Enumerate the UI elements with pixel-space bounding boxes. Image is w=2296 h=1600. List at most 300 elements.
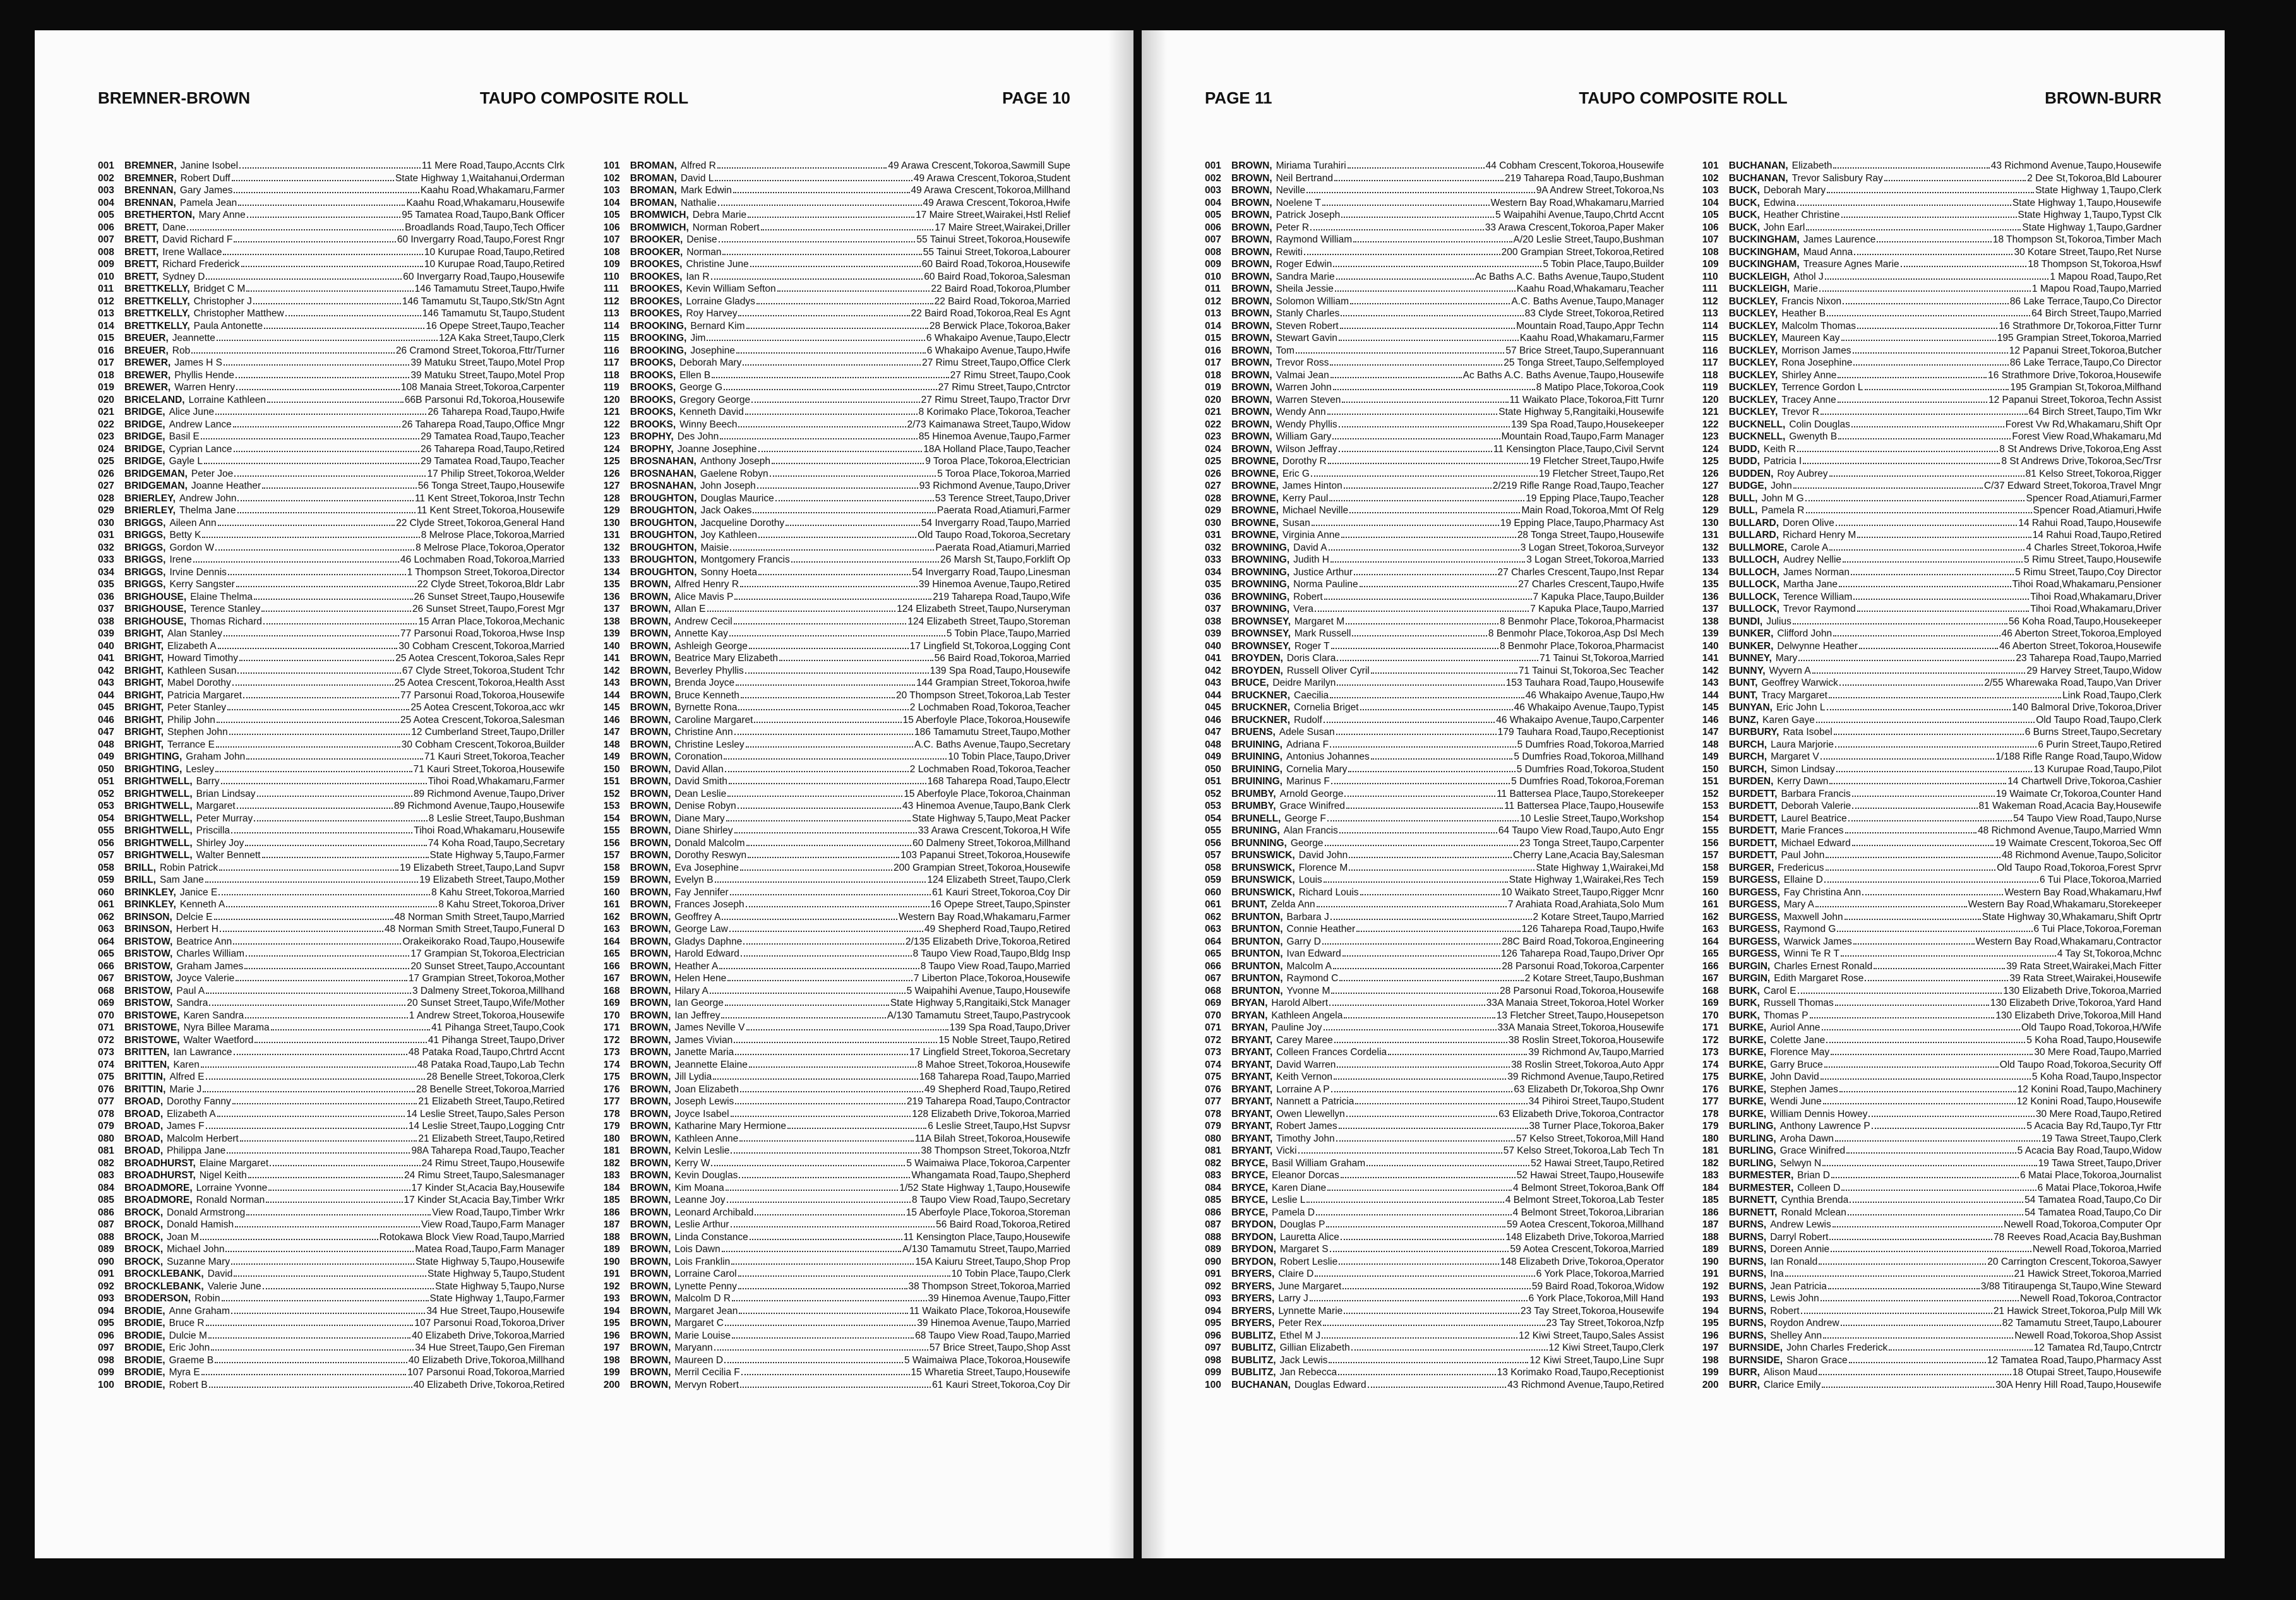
roll-entry: [1702, 1379, 2161, 1392]
entry-surname: BUNKER,: [1728, 628, 1774, 639]
roll-entry: [98, 1256, 565, 1269]
entry-given-names: Leslie Arthur: [674, 1219, 729, 1230]
entry-number: 018: [98, 369, 114, 381]
entry-number: 116: [1702, 345, 1718, 356]
entry-surname: BRUINING,: [1231, 776, 1283, 787]
entry-address-occupation: 25 Aotea Crescent,Tokoroa,Sales Repr: [395, 653, 565, 664]
entry-number: 062: [98, 911, 114, 922]
entry-number: 066: [98, 960, 114, 972]
entry-address-occupation: Tihoi Road,Whakamaru,Pensioner: [2012, 579, 2161, 590]
dot-leader: [1812, 665, 2026, 674]
entry-address-occupation: 19 Fletcher Street,Taupo,Hwife: [1529, 456, 1665, 467]
roll-entry: [1205, 751, 1664, 763]
entry-address-occupation: 48 Richmond Avenue,Taupo,Married Wmn: [1978, 825, 2161, 836]
entry-address-occupation: 25 Aotea Crescent,Tokoroa,Salesman: [400, 714, 565, 725]
dot-leader: [1851, 566, 2014, 575]
entry-address-occupation: 146 Tamamutu St,Taupo,Student: [422, 308, 565, 319]
roll-entry: [604, 911, 1070, 924]
roll-entry: [1702, 775, 2161, 788]
entry-number: 122: [603, 419, 620, 430]
dot-leader: [746, 837, 912, 846]
roll-entry: [1205, 1305, 1664, 1318]
entry-number: 185: [603, 1195, 620, 1205]
dot-leader: [1839, 1084, 2016, 1092]
entry-surname: BRIGHTWELL,: [124, 813, 193, 824]
entry-given-names: Alfred R: [680, 160, 716, 171]
entry-number: 197: [603, 1342, 620, 1353]
entry-address-occupation: 33 Arawa Crescent,Tokoroa,H Wife: [918, 825, 1070, 836]
roll-entry: [1702, 911, 2161, 924]
roll-entry: [98, 911, 565, 924]
entry-given-names: Terrance E: [167, 739, 215, 750]
entry-given-names: David John: [1298, 850, 1348, 861]
entry-surname: BRYANT,: [1231, 1034, 1273, 1046]
entry-surname: BROWN,: [1231, 271, 1272, 282]
entry-address-occupation: 77 Parsonui Road,Tokoroa,Housewife: [400, 690, 565, 701]
dot-leader: [257, 788, 412, 797]
entry-number: 198: [603, 1354, 620, 1366]
dot-leader: [1329, 1354, 1528, 1363]
entry-surname: BREUER,: [124, 333, 169, 343]
roll-entry: [1702, 985, 2161, 998]
entry-number: 159: [603, 875, 620, 885]
dot-leader: [736, 345, 926, 354]
entry-given-names: Leanne Joy: [674, 1195, 726, 1205]
entry-surname: BROWN,: [1231, 345, 1272, 356]
entry-number: 021: [1205, 407, 1221, 417]
roll-entry: [1205, 849, 1664, 862]
dot-leader: [224, 357, 409, 366]
entry-number: 091: [98, 1269, 114, 1279]
entry-surname: BROMAN,: [630, 160, 677, 171]
roll-entry: [604, 320, 1070, 333]
entry-number: 073: [98, 1047, 114, 1058]
roll-entry: [1205, 837, 1664, 850]
entry-surname: BROWN,: [630, 1195, 671, 1205]
dot-leader: [1327, 813, 1519, 821]
entry-given-names: Maryann: [674, 1342, 713, 1353]
entry-given-names: David L: [680, 172, 714, 184]
entry-surname: BURLING,: [1728, 1121, 1776, 1131]
dot-leader: [743, 936, 904, 945]
entry-surname: BUBLITZ,: [1231, 1354, 1276, 1366]
entry-surname: BUDD,: [1728, 443, 1760, 455]
roll-entry: [604, 1293, 1070, 1305]
entry-surname: BRETT,: [124, 222, 159, 233]
dot-leader: [193, 554, 399, 563]
entry-surname: BRUNTON,: [1231, 948, 1283, 959]
entry-address-occupation: 28C Baird Road,Tokoroa,Engineering: [1502, 936, 1665, 947]
entry-address-occupation: 25 Aotea Crescent,Tokoroa,acc wkr: [410, 702, 565, 713]
entry-number: 134: [603, 566, 620, 578]
entry-number: 063: [1205, 924, 1221, 934]
dot-leader: [746, 899, 930, 907]
dot-leader: [726, 1182, 899, 1191]
entry-number: 045: [1205, 702, 1221, 713]
entry-given-names: Patrick Joseph: [1276, 210, 1341, 220]
entry-address-occupation: 10 Kurupae Road,Taupo,Retired: [424, 246, 565, 258]
entry-address-occupation: 33 Arawa Crescent,Tokoroa,Paper Maker: [1485, 222, 1665, 233]
entry-address-occupation: 40 Elizabeth Drive,Tokoroa,Retired: [413, 1379, 565, 1390]
entry-number: 030: [1205, 517, 1221, 528]
entry-number: 053: [98, 801, 114, 811]
dot-leader: [1806, 504, 2032, 513]
entry-given-names: Roy Harvey: [686, 308, 738, 319]
entry-given-names: Winni Te R T: [1783, 948, 1839, 959]
entry-number: 141: [1702, 653, 1719, 664]
dot-leader: [217, 332, 438, 341]
entry-given-names: Zelda Ann: [1271, 899, 1315, 910]
entry-given-names: Denise Robyn: [674, 801, 736, 811]
dot-leader: [270, 1157, 420, 1166]
roll-entry: [604, 1169, 1070, 1182]
entry-address-occupation: 46 Aberton Street,Tokoroa,Housewife: [1999, 640, 2161, 652]
entry-address-occupation: State Highway 1,Taupo,Housewife: [2012, 197, 2161, 208]
entry-given-names: Margaret: [196, 801, 236, 811]
entry-given-names: Adriana F: [1286, 739, 1329, 750]
entry-number: 027: [98, 481, 114, 491]
entry-surname: BUDGE,: [1728, 481, 1767, 491]
roll-entry: [604, 1145, 1070, 1157]
entry-given-names: Ethel M J: [1279, 1330, 1321, 1341]
entry-number: 084: [98, 1182, 114, 1193]
entry-surname: BRETTKELLY,: [124, 320, 190, 331]
entry-number: 176: [1702, 1084, 1719, 1095]
entry-surname: BROWN,: [1231, 357, 1272, 368]
roll-entry: [1205, 406, 1664, 419]
entry-number: 180: [1702, 1133, 1719, 1144]
entry-surname: BROWNSEY,: [1231, 640, 1291, 652]
entry-number: 081: [98, 1145, 114, 1156]
entry-number: 024: [98, 443, 114, 455]
roll-entry: [98, 406, 565, 419]
entry-surname: BROWN,: [630, 763, 671, 775]
roll-entry: [604, 542, 1070, 554]
entry-address-occupation: 18 Thompson St,Tokoroa,Timber Mach: [1992, 234, 2161, 245]
dot-leader: [218, 640, 398, 649]
roll-entry: [1205, 246, 1664, 259]
entry-number: 183: [1702, 1170, 1719, 1181]
entry-address-occupation: C/37 Edward Street,Tokoroa,Travel Mngr: [1983, 481, 2161, 491]
entry-address-occupation: 64 Birch Street,Taupo,Tim Wkr: [2028, 407, 2161, 417]
roll-entry: [98, 480, 565, 493]
entry-number: 058: [98, 862, 114, 873]
entry-address-occupation: 38 Thompson Street,Tokoroa,Married: [908, 1281, 1070, 1292]
dot-leader: [1857, 529, 2031, 538]
dot-leader: [1310, 222, 1484, 230]
entry-given-names: Douglas Maurice: [700, 493, 774, 504]
entry-number: 160: [1702, 887, 1719, 898]
dot-leader: [738, 1281, 907, 1289]
entry-surname: BURNS,: [1728, 1219, 1767, 1230]
entry-address-occupation: 14 Rahui Road,Taupo,Retired: [2032, 530, 2161, 540]
entry-number: 082: [1205, 1157, 1221, 1169]
entry-given-names: Darryl Robert: [1770, 1231, 1829, 1243]
entry-surname: BUCKLEY,: [1728, 394, 1778, 405]
roll-entry: [1205, 1022, 1664, 1034]
entry-number: 039: [1205, 628, 1221, 639]
entry-surname: BRYAN,: [1231, 1022, 1268, 1033]
entry-address-occupation: 29 Harvey Street,Taupo,Widow: [2026, 665, 2161, 676]
entry-number: 129: [603, 505, 620, 516]
entry-address-occupation: 49 Arawa Crescent,Tokoroa,Sawmill Supe: [888, 160, 1070, 171]
dot-leader: [731, 1145, 919, 1154]
entry-number: 135: [1702, 579, 1719, 590]
entry-number: 107: [603, 234, 620, 245]
entry-number: 189: [603, 1244, 620, 1255]
entry-surname: BRODIE,: [124, 1379, 165, 1390]
dot-leader: [1342, 948, 1500, 957]
entry-number: 023: [98, 431, 114, 442]
roll-entry: [98, 985, 565, 998]
dot-leader: [1831, 1046, 2033, 1055]
entry-address-occupation: Western Bay Road,Whakamaru,Contractor: [1975, 936, 2161, 947]
entry-given-names: Yvonne M: [1286, 985, 1330, 996]
dot-leader: [1349, 862, 1534, 871]
roll-entry: [1205, 1256, 1664, 1269]
entry-address-occupation: 67 Clyde Street,Tokoroa,Student Tchr: [402, 665, 565, 676]
dot-leader: [224, 628, 399, 636]
entry-address-occupation: 2 Kotare Street,Taupo,Married: [1533, 911, 1665, 922]
entry-address-occupation: Rotokawa Block View Road,Taupo,Married: [379, 1231, 565, 1243]
entry-given-names: Kerry W: [674, 1157, 710, 1169]
entry-address-occupation: 108 Manaia Street,Tokoroa,Carpenter: [400, 382, 565, 393]
entry-number: 175: [1702, 1072, 1719, 1082]
entry-address-occupation: 16 Strathmore Dr,Tokoroa,Fitter Turnr: [1999, 320, 2161, 331]
entry-given-names: Colleen D: [1797, 1182, 1841, 1193]
roll-entry: [98, 307, 565, 320]
entry-address-occupation: 7 Liberton Place,Tokoroa,Housewife: [913, 973, 1070, 984]
entry-address-occupation: 30 Mere Road,Taupo,Retired: [2035, 1108, 2161, 1119]
entry-surname: BURK,: [1728, 985, 1760, 996]
dot-leader: [722, 1243, 901, 1252]
entry-number: 157: [1702, 850, 1719, 861]
entry-number: 166: [1702, 960, 1719, 972]
entry-surname: BURMESTER,: [1728, 1182, 1794, 1193]
roll-entry: [98, 369, 565, 382]
entry-address-occupation: 4 Belmont Street,Tokoroa,Lab Tester: [1505, 1195, 1665, 1205]
roll-entry: [604, 529, 1070, 542]
dot-leader: [715, 874, 926, 883]
entry-number: 136: [603, 591, 620, 602]
roll-entry: [1205, 1219, 1664, 1231]
entry-surname: BRIGHTWELL,: [124, 776, 193, 787]
roll-entry: [1702, 160, 2161, 172]
entry-number: 013: [98, 308, 114, 319]
dot-leader: [1327, 1182, 1512, 1191]
entry-surname: BROWN,: [630, 936, 671, 947]
entry-number: 130: [603, 517, 620, 528]
dot-leader: [264, 320, 424, 329]
entry-surname: BRILL,: [124, 875, 156, 885]
entry-surname: BRUNTON,: [1231, 985, 1283, 996]
entry-given-names: Rewiti: [1276, 246, 1303, 258]
entry-number: 015: [98, 333, 114, 343]
entry-number: 177: [603, 1096, 620, 1107]
roll-entry: [98, 775, 565, 788]
entry-number: 060: [98, 887, 114, 898]
entry-surname: BROWN,: [1231, 443, 1272, 455]
entry-address-occupation: 33A Manaia Street,Tokoroa,Hotel Worker: [1486, 998, 1665, 1008]
entry-surname: BROWN,: [1231, 308, 1272, 319]
roll-entry: [1205, 923, 1664, 936]
entry-given-names: Robert B: [169, 1379, 208, 1390]
entry-surname: BRIDGE,: [124, 431, 165, 442]
entry-number: 170: [603, 1010, 620, 1021]
dot-leader: [209, 997, 405, 1006]
entry-given-names: Gwenyth B: [1789, 431, 1838, 442]
entry-number: 162: [1702, 911, 1719, 922]
dot-leader: [756, 296, 933, 304]
entry-number: 078: [98, 1108, 114, 1119]
entry-given-names: Ian Lawrance: [173, 1047, 232, 1058]
roll-entry: [1205, 431, 1664, 443]
roll-entry: [1702, 542, 2161, 554]
entry-number: 009: [98, 259, 114, 270]
dot-leader: [1852, 837, 1994, 846]
dot-leader: [206, 1120, 407, 1129]
entry-number: 197: [1702, 1342, 1719, 1353]
entry-given-names: Sheila Jessie: [1276, 284, 1334, 294]
roll-entry: [604, 1317, 1070, 1330]
roll-entry: [604, 517, 1070, 530]
entry-given-names: James Vivian: [674, 1034, 733, 1046]
dot-leader: [219, 862, 398, 871]
roll-entry: [604, 837, 1070, 850]
dot-leader: [235, 1219, 420, 1227]
entry-number: 002: [98, 172, 114, 184]
roll-entry: [604, 566, 1070, 579]
entry-given-names: Caroline Margaret: [674, 714, 753, 725]
entry-surname: BUCK,: [1728, 185, 1760, 196]
entry-surname: BROWN,: [630, 1108, 671, 1119]
entry-number: 185: [1702, 1195, 1719, 1205]
entry-given-names: Colette Jane: [1770, 1034, 1826, 1046]
entry-number: 170: [1702, 1010, 1719, 1021]
dot-leader: [735, 1096, 906, 1104]
roll-entry: [604, 1330, 1070, 1342]
entry-given-names: Ellen B: [679, 369, 711, 381]
entry-surname: BROWN,: [630, 604, 671, 614]
entry-given-names: Fay Jennifer: [674, 887, 729, 898]
dot-leader: [1823, 1096, 2016, 1104]
dot-leader: [730, 542, 934, 551]
entry-number: 145: [1702, 702, 1719, 713]
entry-number: 109: [1702, 259, 1719, 270]
entry-number: 131: [1702, 530, 1719, 540]
entry-surname: BROWN,: [630, 1256, 671, 1267]
entry-address-occupation: 1 Andrew Street,Tokoroa,Housewife: [409, 1010, 565, 1021]
entry-given-names: Graeme B: [169, 1354, 214, 1366]
entry-number: 094: [1205, 1305, 1221, 1316]
entry-surname: BURCH,: [1728, 763, 1767, 775]
dot-leader: [239, 160, 421, 169]
dot-leader: [1843, 554, 2023, 563]
entry-number: 130: [1702, 517, 1719, 528]
roll-entry: [1702, 1022, 2161, 1034]
entry-address-occupation: 5 Waimaiwa Place,Tokoroa,Housewife: [904, 1354, 1070, 1366]
entry-surname: BROADMORE,: [124, 1195, 193, 1205]
entry-number: 012: [98, 296, 114, 307]
entry-given-names: Ian R: [686, 271, 710, 282]
entry-given-names: Donald Malcolm: [674, 837, 745, 849]
entry-given-names: Cynthia Brenda: [1781, 1195, 1849, 1205]
entry-given-names: Heather B: [1781, 308, 1826, 319]
entry-number: 161: [603, 899, 620, 910]
roll-entry: [604, 406, 1070, 419]
roll-entry: [604, 443, 1070, 456]
entry-number: 037: [1205, 604, 1221, 614]
entry-number: 174: [1702, 1059, 1719, 1070]
entry-surname: BREWER,: [124, 382, 171, 393]
roll-entry: [98, 1317, 565, 1330]
entry-address-occupation: 98A Taharepa Road,Taupo,Teacher: [411, 1145, 565, 1156]
entry-number: 014: [98, 320, 114, 331]
roll-entry: [98, 1243, 565, 1256]
roll-entry: [604, 887, 1070, 899]
entry-surname: BROOKES,: [630, 259, 683, 270]
entry-address-occupation: 68 Taupo View Road,Taupo,Married: [915, 1330, 1070, 1341]
entry-surname: BROWN,: [630, 1207, 671, 1218]
entry-given-names: Ina: [1770, 1269, 1784, 1279]
roll-entry: [604, 997, 1070, 1010]
entry-surname: BRITTIN,: [124, 1084, 166, 1095]
entry-number: 155: [1702, 825, 1719, 836]
entry-surname: BRUNING,: [1231, 825, 1280, 836]
entry-surname: BRODIE,: [124, 1354, 165, 1366]
entry-address-occupation: 57 Brice Street,Taupo,Superannuant: [1505, 345, 1665, 356]
entry-given-names: Antonius Johannes: [1286, 751, 1370, 762]
entry-number: 120: [603, 394, 620, 405]
entry-surname: BRETTKELLY,: [124, 308, 190, 319]
entry-surname: BRIGHTING,: [124, 751, 182, 762]
entry-surname: BROWNING,: [1231, 542, 1290, 553]
entry-number: 190: [1702, 1256, 1719, 1267]
roll-entry: [1205, 172, 1664, 185]
entry-given-names: Maisie: [700, 542, 729, 553]
entry-address-occupation: 40 Elizabeth Drive,Tokoroa,Millhand: [408, 1354, 565, 1366]
entry-address-occupation: Mountain Road,Taupo,Appr Techn: [1516, 320, 1665, 331]
roll-entry: [98, 628, 565, 640]
roll-entry: [98, 800, 565, 813]
entry-number: 086: [98, 1207, 114, 1218]
entry-address-occupation: 55 Tainui Street,Tokoroa,Housewife: [916, 234, 1070, 245]
dot-leader: [1344, 480, 1492, 489]
entry-surname: BURKE,: [1728, 1059, 1767, 1070]
entry-surname: BRUCE,: [1231, 678, 1269, 688]
entry-number: 150: [603, 763, 620, 775]
entry-number: 106: [603, 222, 620, 233]
entry-surname: BROWN,: [630, 1342, 671, 1353]
entry-address-occupation: 2 Dee St,Tokoroa,Bld Labourer: [2027, 172, 2161, 184]
entry-address-occupation: 6 Whakaipo Avenue,Taupo,Hwife: [926, 345, 1070, 356]
entry-given-names: Frances Joseph: [674, 899, 744, 910]
roll-entry: [98, 504, 565, 517]
entry-surname: BROWNE,: [1231, 468, 1279, 479]
entry-given-names: Florence M: [1298, 862, 1348, 873]
entry-number: 096: [1205, 1330, 1221, 1341]
roll-entry: [604, 763, 1070, 776]
entry-surname: BROWN,: [630, 653, 671, 664]
entry-address-occupation: 71 Tainui St,Tokoroa,Married: [1540, 653, 1665, 664]
dot-leader: [227, 701, 409, 710]
entry-surname: BROWN,: [630, 739, 671, 750]
entry-number: 138: [1702, 616, 1719, 627]
entry-number: 121: [1702, 407, 1719, 417]
entry-surname: BUNKER,: [1728, 640, 1774, 652]
roll-entry: [1702, 1330, 2161, 1342]
roll-entry: [98, 960, 565, 973]
